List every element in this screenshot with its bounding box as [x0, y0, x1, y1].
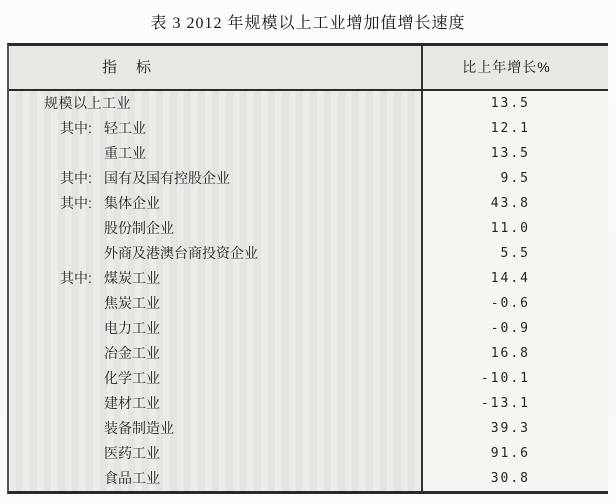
- row-label-text: 医药工业: [104, 445, 160, 461]
- row-label-text: 重工业: [104, 145, 146, 161]
- row-label: [9, 441, 423, 466]
- table-row: [9, 391, 608, 416]
- row-value: 14.4: [423, 266, 608, 291]
- row-value: 5.5: [423, 241, 608, 266]
- table-row: [9, 191, 608, 216]
- row-label: [9, 216, 423, 241]
- row-label: [9, 416, 423, 441]
- row-label: [9, 266, 423, 291]
- table-row: [9, 91, 608, 116]
- row-label-text: 国有及国有控股企业: [104, 170, 230, 186]
- row-label-text: 食品工业: [104, 470, 160, 486]
- row-value: -13.1: [423, 391, 608, 416]
- table-title: 表 3 2012 年规模以上工业增加值增长速度: [150, 15, 466, 32]
- row-value: 9.5: [423, 166, 608, 191]
- row-label: [9, 91, 423, 116]
- table-row: [9, 366, 608, 391]
- row-label-prefix: 其中:: [60, 195, 92, 211]
- table-row: [9, 441, 608, 466]
- row-label: [9, 341, 423, 366]
- row-label-text: 外商及港澳台商投资企业: [104, 245, 258, 261]
- row-label: [9, 466, 423, 491]
- row-value: 16.8: [423, 341, 608, 366]
- row-label: [9, 241, 423, 266]
- column-header-indicator: 指 标: [9, 46, 423, 89]
- table-row: [9, 266, 608, 291]
- row-label-text: 化学工业: [104, 370, 160, 386]
- row-label-text: 集体企业: [104, 195, 160, 211]
- row-label-text: 煤炭工业: [104, 270, 160, 286]
- row-label-text: 电力工业: [104, 320, 160, 336]
- row-label-prefix: 其中:: [60, 270, 92, 286]
- row-label-text: 股份制企业: [104, 220, 174, 236]
- table-row: [9, 216, 608, 241]
- title-row: [0, 0, 616, 43]
- row-value: 11.0: [423, 216, 608, 241]
- row-value: -10.1: [423, 366, 608, 391]
- row-value: 91.6: [423, 441, 608, 466]
- table-row: [9, 466, 608, 491]
- row-label: [9, 141, 423, 166]
- row-label-text: 焦炭工业: [104, 295, 160, 311]
- industrial-growth-table: [7, 43, 608, 494]
- table-row: [9, 141, 608, 166]
- column-header-growth-pct: 比上年增长%: [423, 46, 608, 89]
- table-row: [9, 291, 608, 316]
- table-row: [9, 341, 608, 366]
- table-row: [9, 316, 608, 341]
- row-label-text: 规模以上工业: [44, 95, 131, 111]
- row-value: 43.8: [423, 191, 608, 216]
- row-value: 12.1: [423, 116, 608, 141]
- table-row: [9, 241, 608, 266]
- row-label: [9, 291, 423, 316]
- row-label: [9, 366, 423, 391]
- row-value: 30.8: [423, 466, 608, 491]
- row-label-text: 装备制造业: [104, 420, 174, 436]
- row-label: [9, 166, 423, 191]
- table-row: [9, 166, 608, 191]
- row-value: 39.3: [423, 416, 608, 441]
- row-value: 13.5: [423, 141, 608, 166]
- row-label-text: 冶金工业: [104, 345, 160, 361]
- table-row: [9, 416, 608, 441]
- row-label-prefix: 其中:: [60, 170, 92, 186]
- row-label: [9, 116, 423, 141]
- row-label-text: 轻工业: [104, 120, 146, 136]
- table-row: [9, 116, 608, 141]
- row-label: [9, 191, 423, 216]
- row-label: [9, 391, 423, 416]
- table-header-row: [9, 46, 608, 91]
- row-value: -0.9: [423, 316, 608, 341]
- row-label: [9, 316, 423, 341]
- row-label-text: 建材工业: [104, 395, 160, 411]
- row-value: -0.6: [423, 291, 608, 316]
- row-label-prefix: 其中:: [60, 120, 92, 136]
- row-value: 13.5: [423, 91, 608, 116]
